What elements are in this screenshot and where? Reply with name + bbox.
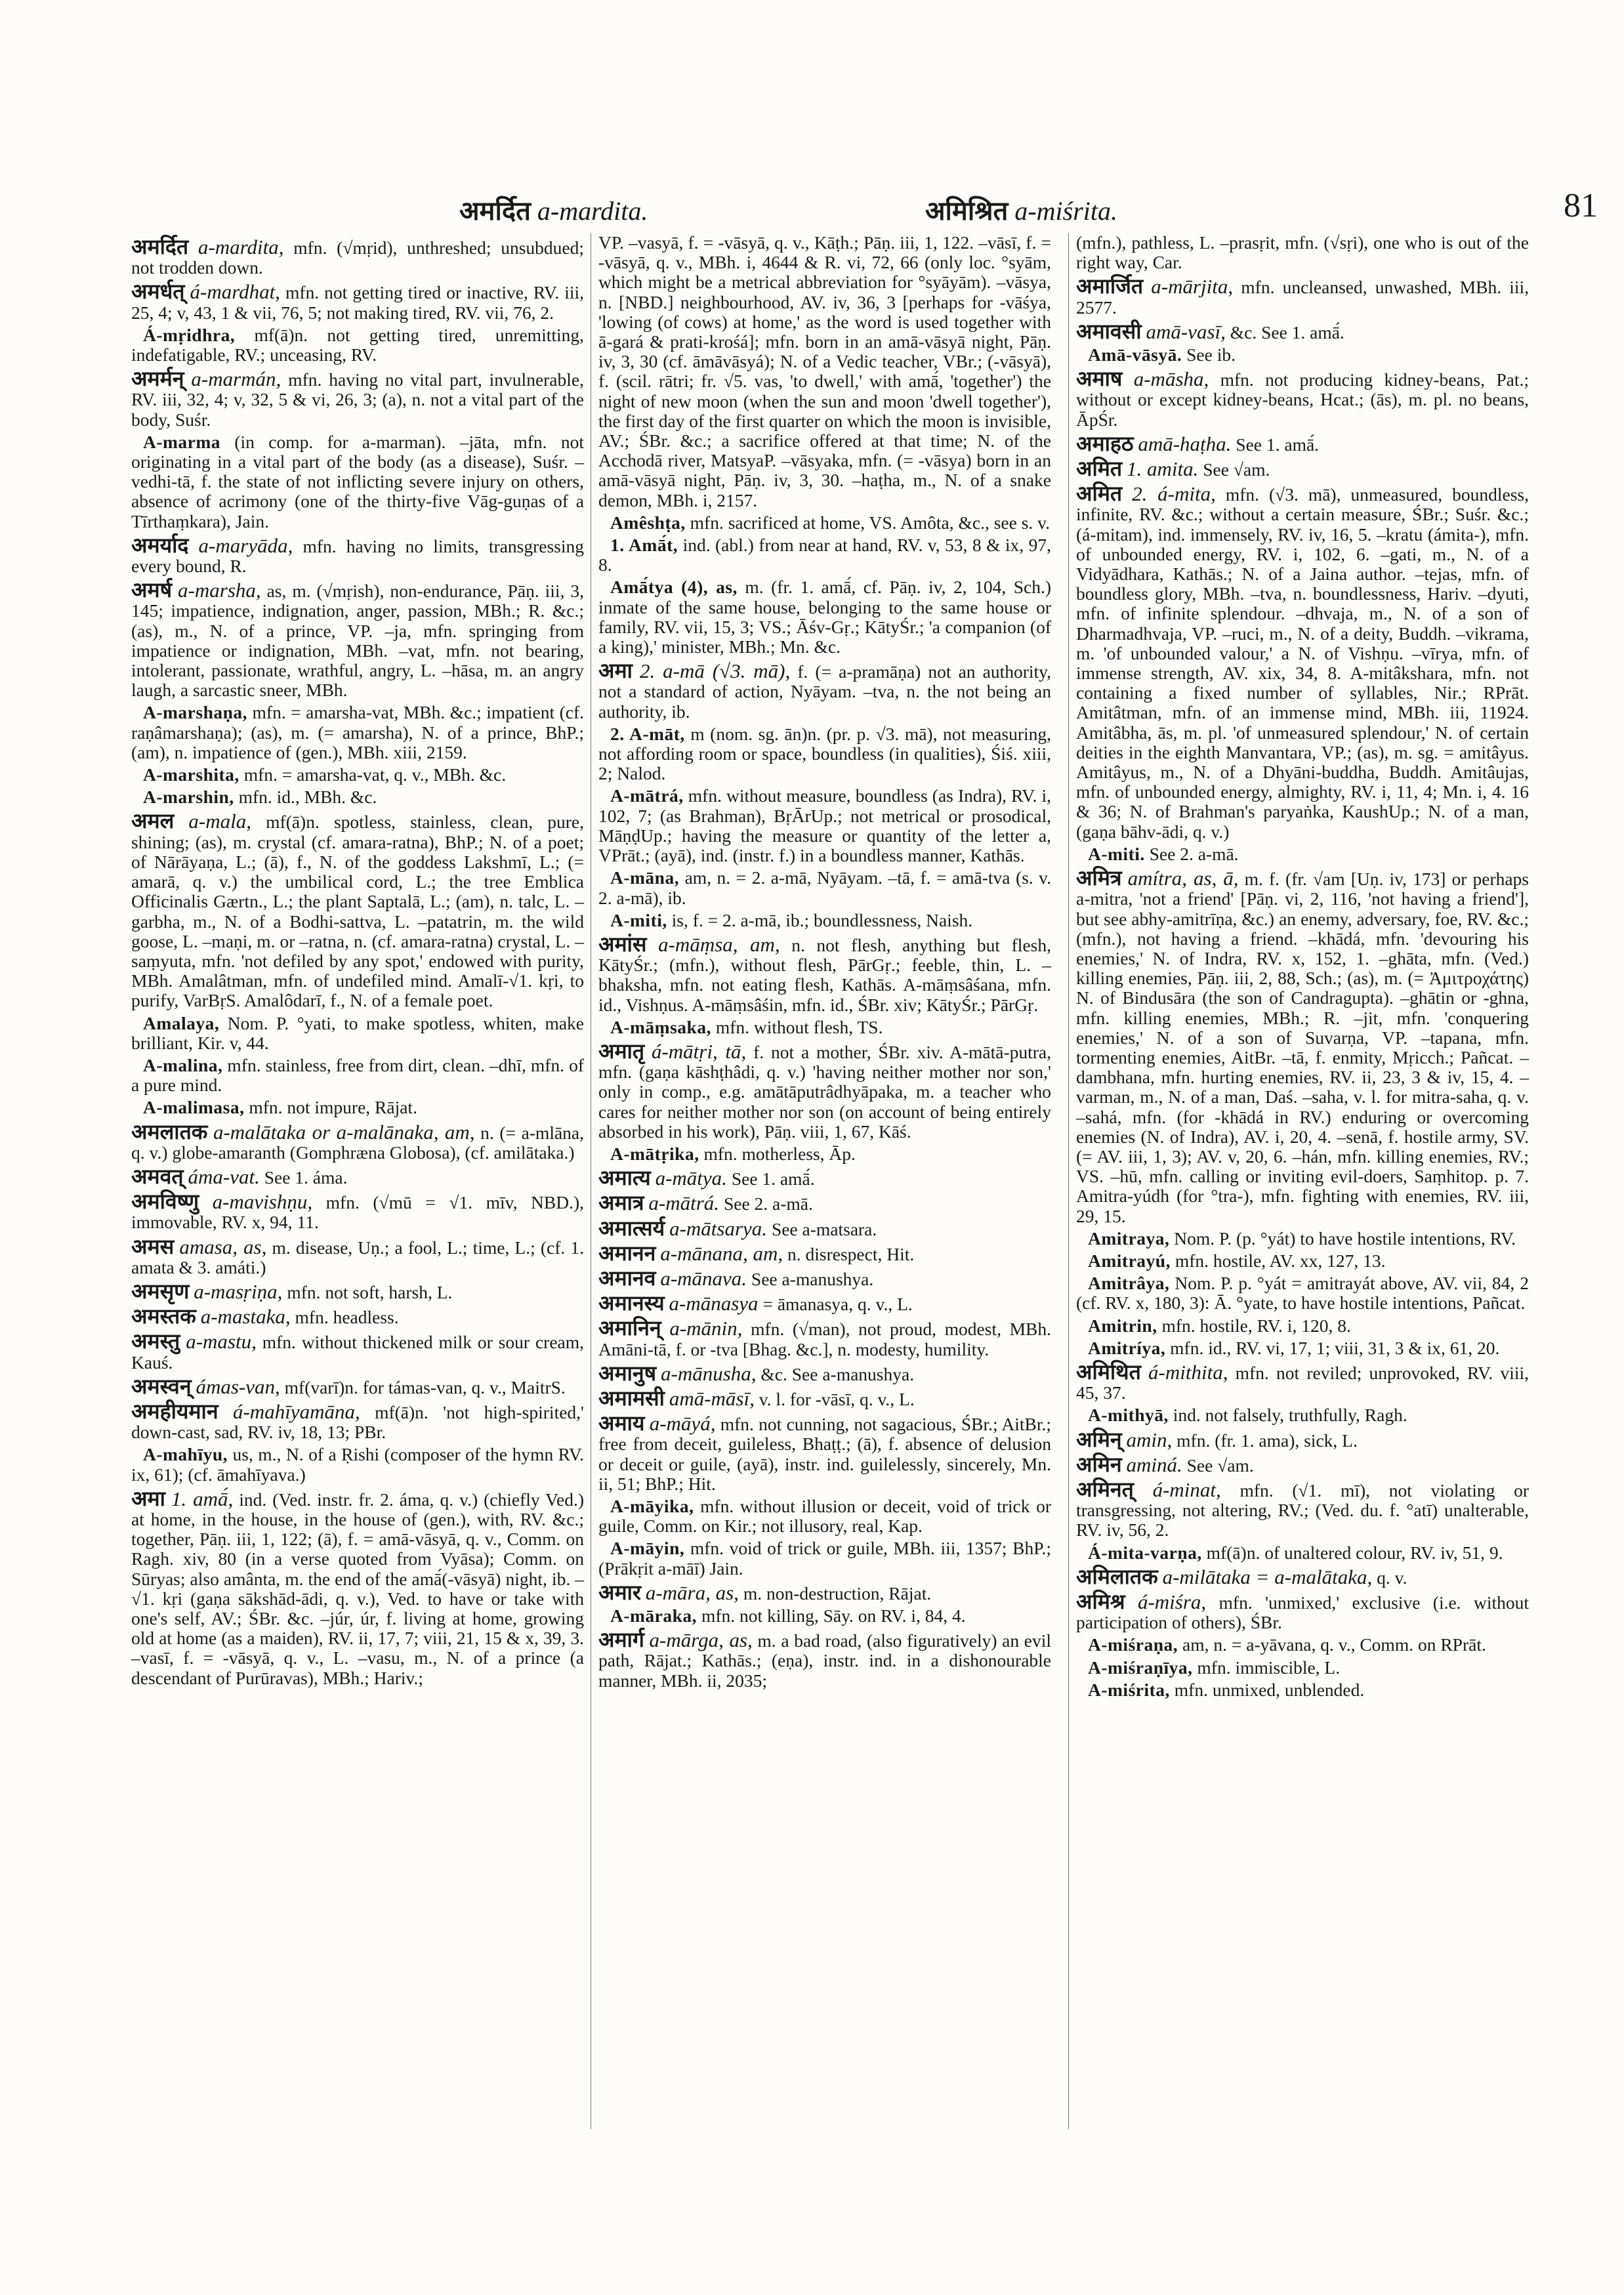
definition-text: mfn. not cunning, not sagacious, ŚBr.; AitBr.; free from deceit, guileless, Bhaṭṭ.; (ā), f. absence of delusion or deceit or guile, (ayā), instr. ind. guilelessly, sincerely, Mn. ii, 51; BhP.; Hit. [598,1414,1052,1494]
dictionary-entry [598,1413,1051,1494]
header-left-guideword [459,192,648,228]
definition-text: mfn. (√3. mā), unmeasured, boundless, infinite, RV. &c.; without a certain measure, ŚBr.; Suśr. &c.; (á-mitam), ind. immensely, RV. iv, 16, 5. –kratu (ámita-), mfn. of unbounded energy, RV. i, 102, 6. –gati, m., N. of a Vidyādhara, Kathās.; N. of a Jaina author. –tejas, mfn. of boundless glory, MBh. –tva, n. boundlessness, Hariv. –dyuti, mfn. of infinite splendour. –dhvaja, m., N. of a son of Dharmadhvaja, VP. –ruci, m., N. of a deity, Buddh. –vikrama, m. 'of unbounded valour,' a N. of Vishṇu. –vīrya, mfn. of immense strength, AV. xix, 34, 8. A-mitâkshara, mfn. not containing a fixed number of syllables, Nir.; RPrāt. Amitâtman, mfn. of an immense mind, MBh. iii, 11924. Amitâbha, ās, m. pl. 'of unmeasured splendour,' N. of certain deities in the eighth Manvantara, VP.; (as), m. sg. = amitâyus. Amitâyus, m., N. of a Dhyāni-buddha, Buddh. Amitâujas, mfn. of unbounded energy, almighty, RV. i, 11, 4; Mn. i, 4. 16 & 36; N. of Brahman's paryaṅka, KaushUp.; N. of a man, (gaṇa bāhv-ādi, q. v.) [1076,484,1530,842]
sub-entry [131,325,584,365]
headword-devanagari: अमानस्य [598,1291,665,1316]
definition-text: mfn. uncleansed, unwashed, MBh. iii, 2577. [1076,277,1530,318]
definition-text: mfn. = amarsha-vat, MBh. &c.; impatient (cf. raṇâmarshaṇa); (as), m. (= amarsha), N. of a prince, BhP.; (am), n. impatience of (gen.), MBh. xiii, 2159. [131,702,584,762]
dictionary-entry [598,1315,1052,1359]
dictionary-entry [598,1265,1051,1291]
sub-entry [1076,1680,1529,1700]
dictionary-entry [598,931,1051,1015]
headword: A-marma [143,431,221,452]
headword: Á-mita-varṇa, [1088,1542,1202,1563]
dictionary-entry [1076,481,1530,842]
headword: A-miśraṇa, [1088,1634,1178,1655]
dictionary-entry [598,1215,1051,1241]
headword-devanagari: अमावसी [1076,318,1142,344]
dictionary-entry [131,281,584,322]
dictionary-entry [1076,865,1530,1226]
definition-text: See 1. amā́. [731,1168,815,1189]
dictionary-entry [131,577,585,701]
headword: a-mānava. [660,1266,747,1290]
headword: a-māṃsa, am, [658,932,780,956]
definition-text: See a-manushya. [751,1268,874,1289]
sub-entry [598,1606,1051,1626]
definition-text: See √am. [1186,1455,1254,1476]
sub-entry [131,703,584,762]
headword-devanagari: अमांस [598,931,647,957]
definition-text: See 1. áma. [264,1167,348,1188]
definition-text: mfn. without flesh, TS. [715,1016,883,1037]
definition-text: See ib. [1186,344,1236,365]
definition-text: f. not a mother, ŚBr. xiv. A-mātā-putra, mfn. (gaṇa kāshṭhâdi, q. v.) 'having neither mother nor son,' only in comp., e.g. amātāputrâdhyāpaka, m. a teacher who cares for neither mother nor son (on account of being entirely absorbed in his work), Pāṇ. viii, 1, 67, Kāś. [598,1041,1051,1142]
headword: Amitrâya, [1088,1273,1170,1294]
dictionary-entry [131,366,584,430]
definition-text: as, m. (√mṛish), non-endurance, Pāṇ. iii, 3, 145; impatience, indignation, anger, passion, MBh.; R. &c.; (as), m., N. of a prince, VP. –ja, mfn. springing from impatience or indignation, MBh. –vat, mfn. not bearing, intolerant, passionate, wrathful, angry, L. –hāsa, m. an angry laugh, a sarcastic sneer, MBh. [131,581,585,701]
definition-text: mfn. (√man), not proud, modest, MBh. Amāni-tā, f. or -tva [Bhag. &c.], n. modesty, humility. [598,1319,1052,1359]
sub-entry [1076,345,1529,365]
definition-text: mfn. not getting tired or inactive, RV. iii, 25, 4; v, 43, 1 & vii, 76, 5; not making tired, RV. vii, 76, 2. [131,282,584,323]
headword-devanagari: अमविष्णु [131,1189,199,1214]
sub-entry [598,513,1051,533]
definition-text: Nom. P. (p. °yát) to have hostile intentions, RV. [1174,1228,1516,1249]
definition-text: n. not flesh, anything but flesh, KātyŚr.; (mfn.), without flesh, PārGṛ.; feeble, thin, L. –bhaksha, mfn. not eating flesh, Kathās. A-māṃsâśana, mfn. id., Vishṇus. A-māṃsâśin, mfn. id., ŚBr. xiv; KātyŚr.; PārGṛ. [598,934,1051,1015]
headword: a-mastu, [186,1330,257,1354]
headword-devanagari: अमित [1076,481,1123,507]
column-1 [131,233,584,1691]
headword-devanagari: अमस्तु [131,1329,180,1354]
headword: a-mavishṇu, [212,1190,313,1214]
headword: amā-māsī, [669,1386,755,1410]
sub-entry [598,911,1051,930]
headword: á-mahīyamāna, [232,1399,360,1423]
definition-text: mfn. immiscible, L. [1197,1657,1341,1678]
definition-text: mfn. (√1. mī), not violating or transgressing, not altering, RV.; (Ved. du. f. °atī) unalterable, RV. iv, 56, 2. [1076,1479,1529,1540]
dictionary-entry [131,1485,584,1688]
headword: a-māyá, [649,1412,716,1436]
dictionary-entry [131,1278,584,1304]
headword-devanagari: अमर्याद [131,532,189,558]
header-right-deva: अमिश्रित [925,196,1009,226]
definition-text: mfn. hostile, AV. xx, 127, 13. [1175,1250,1386,1271]
definition-text: mf(varī)n. for támas-van, q. v., MaitrS. [284,1376,566,1397]
headword: Amitrin, [1088,1315,1157,1336]
headword: A-māṃsaka, [610,1016,711,1037]
entry-continuation [1076,233,1529,272]
headword: ámas-van, [196,1375,280,1398]
headword: Amā́tya (4), as, [610,577,738,598]
headword-devanagari: अमानुष [598,1360,657,1386]
definition-text: mfn. id., MBh. &c. [238,787,377,808]
sub-entry [1076,1273,1529,1313]
definition-text: mfn. 'unmixed,' exclusive (i.e. without participation of others), ŚBr. [1076,1592,1529,1633]
headword: Á-mṛidhra, [143,324,236,345]
headword: amā-haṭha. [1138,432,1232,455]
headword: A-mahīyu, [143,1444,228,1465]
dictionary-entry [1076,318,1529,344]
dictionary-entry [1076,1451,1529,1477]
definition-text: mfn. not soft, harsh, L. [287,1281,453,1302]
headword: á-minat, [1152,1478,1221,1501]
headword-devanagari: अमातृ [598,1038,645,1064]
dictionary-entry [1076,430,1529,456]
dictionary-entry [1076,1589,1529,1633]
sub-entry [598,1144,1051,1164]
headword: Amitrayú, [1088,1250,1171,1271]
headword: A-marshita, [143,764,239,785]
headword: a-maryāda, [198,533,293,557]
headword-devanagari: अमिन् [1076,1426,1122,1452]
definition-text: mfn. not impure, Rājat. [249,1097,417,1118]
headword-devanagari: अमार्ग [598,1627,644,1653]
definition-text: mf(ā)n. 'not high-spirited,' down-cast, sad, RV. iv, 18, 13; PBr. [131,1401,584,1443]
sub-entry [1076,844,1529,864]
definition-text: Nom. P. °yati, to make spotless, whiten, make brilliant, Kir. v, 44. [131,1012,585,1053]
headword-devanagari: अमा [598,658,633,684]
headword: A-mātrá, [610,785,684,806]
dictionary-entry [131,1331,584,1372]
definition-text: mfn. without measure, boundless (as Indra), RV. i, 102, 7; (as Brahman), BṛĀrUp.; not metrical or prosodical, MāṇḍUp.; having the measure or quantity of the letter a, VPrāt.; (ayā), ind. (instr. f.) in a boundless manner, Kathās. [598,785,1052,866]
page-number: 81 [1564,187,1598,224]
definition-text: See a-matsara. [771,1218,877,1239]
definition-text: mf(ā)n. of unaltered colour, RV. iv, 51, 9. [1206,1542,1503,1563]
definition-text: mfn. (√mū = √1. mīv, NBD.), immovable, RV. x, 94, 11. [131,1192,585,1233]
sub-entry [131,1445,584,1484]
headword: A-mātṛika, [610,1143,699,1164]
dictionary-entry [131,1233,585,1277]
headword: A-miśraṇīya, [1088,1657,1193,1678]
header-right-roman: a-miśrita. [1014,196,1118,226]
headword-devanagari: अमिलातक [1076,1563,1158,1589]
sub-entry [598,786,1051,865]
sub-entry [131,787,584,807]
definition-text: mfn. hostile, RV. i, 120, 8. [1161,1315,1351,1336]
headword: á-mithita, [1148,1360,1228,1384]
headword: a-mārga, as, [649,1628,753,1652]
sub-entry [598,1018,1051,1037]
dictionary-entry [131,1119,584,1163]
headword-devanagari: अमलातक [131,1119,208,1144]
entry-continuation [598,233,1051,510]
sub-entry [131,1098,584,1117]
definition-text: mf(ā)n. spotless, stainless, clean, pure, shining; (as), m. crystal (cf. amara-ratna), BhP.; N. of a poet; of Nārāyaṇa, L.; (ā), f., N. of the goddess Lakshmī, L.; (= amarā, q. v.) the umbilical cord, L.; the tree Emblica Officinalis Gærtn., L.; the plant Saptalā, L.; (am), n. talc, L. –garbha, m., N. of a Bodhi-sattva, L. –patatrin, m. the wild goose, L. –maṇi, m. or –ratna, n. (cf. amara-ratna) crystal, L. –saṃyuta, mfn. 'not defiled by any spot,' endowed with purity, MBh. Amalâtman, mfn. of undefiled mind. Amalī-√1. kṛi, to purify, VarBṛS. Amalôdarī, f., N. of a female poet. [131,812,585,1011]
headword: a-mātrá. [648,1191,720,1215]
headword-devanagari: अमवत् [131,1163,184,1189]
definition-text: q. v. [1377,1567,1407,1588]
sub-entry [598,1539,1051,1578]
headword: a-mātya. [655,1167,727,1190]
headword: Amalaya, [143,1012,220,1033]
headword: Amitríya, [1088,1337,1166,1358]
definition-text: See 2. a-mā. [723,1193,813,1214]
headword: 1. Amā́t, [610,535,678,556]
dictionary-entry [598,1190,1051,1216]
headword-devanagari: अमित [1076,456,1123,482]
headword: a-mardita, [198,236,284,258]
headword: amin, [1126,1428,1173,1451]
headword: A-miti. [1088,843,1145,864]
definition-text: mfn. without illusion or deceit, void of trick or guile, Comm. on Kir.; not illusory, real, Kap. [598,1495,1052,1537]
definition-text: m. (fr. 1. amā́, cf. Pāṇ. iv, 2, 104, Sch.) inmate of the same house, belonging to the same house or family, RV. vii, 15, 3; VS.; Āśv-Gṛ.; KātyŚr.; 'a companion (of a king),' minister, MBh.; Mn. &c. [598,577,1051,657]
sub-entry [131,432,584,531]
headword: A-mithyā, [1088,1405,1169,1426]
sub-entry [131,1056,584,1095]
dictionary-entry [1076,276,1529,317]
headword-devanagari: अमाष [1076,366,1123,392]
headword: 1. amita. [1127,457,1199,481]
dictionary-entry [131,808,585,1011]
definition-text: = āmanasya, q. v., L. [762,1294,913,1315]
headword: 1. amā́, [171,1487,234,1510]
headword: A-miti, [610,909,667,930]
headword: a-mānasya [669,1292,759,1315]
definition-text: mfn. not reviled; unprovoked, RV. viii, 45, 37. [1076,1362,1530,1403]
dictionary-entry [131,532,585,577]
headword-devanagari: अमा [131,1485,165,1511]
headword-devanagari: अमात्र [598,1190,644,1216]
headword-devanagari: अमर्धत् [131,279,185,304]
dictionary-entry [1076,366,1530,430]
sub-entry [1076,1405,1529,1425]
dictionary-entry [598,658,1051,722]
definition-text: is, f. = 2. a-mā, ib.; boundlessness, Naish. [671,909,973,930]
sub-entry [131,1014,584,1053]
headword-devanagari: अमार [598,1579,641,1605]
headword-devanagari: अमिश्र [1076,1589,1125,1614]
definition-text: ind. (Ved. instr. fr. 2. áma, q. v.) (chiefly Ved.) at home, in the house, in the house of (gen.), with, RV. &c.; together, Pāṇ. iii, 1, 122; (ā), f. = amā-vāsyā, q. v., Comm. on Ragh. xiv, 80 (in a verse quoted from Vyāsa); Comm. on Sūryas; also amânta, m. the end of the amā́(-vāsyā) night, ib. –√1. kṛi (gaṇa sākshād-ādi, q. v.), Ved. to have or take with one's self, AV.; ŚBr. &c. –júr, úr, f. living at home, growing old at home (as a maiden), RV. ii, 17, 7; viii, 21, 15 & x, 39, 3. –vasī, f. = -vāsyā, q. v., L. –vasu, m., N. of a prince (a descendant of Purūravas), MBh.; Hariv.; [131,1489,584,1688]
definition-text: See √am. [1203,459,1270,480]
dictionary-entry [1076,1476,1529,1540]
definition-text: See 2. a-mā. [1149,843,1239,864]
definition-text: mfn. (fr. 1. ama), sick, L. [1176,1430,1358,1451]
definition-text: mf(ā)n. not getting tired, unremitting, indefatigable, RV.; unceasing, RV. [131,324,585,365]
headword-devanagari: अमाय [598,1411,645,1436]
headword: a-malātaka or a-malānaka, am, [213,1120,475,1144]
definition-text: v. l. for -vāsī, q. v., L. [759,1388,915,1409]
headword: á-miśra, [1137,1590,1207,1613]
headword: a-marmán, [191,367,281,391]
dictionary-entry [598,1385,1051,1411]
definition-text: m. disease, Uṇ.; a fool, L.; time, L.; (cf. 1. amata & 3. amáti.) [131,1237,585,1277]
dictionary-entry [598,1240,1051,1266]
definition-text: n. (= a-mlāna, q. v.) globe-amaranth (Gomphræna Globosa), (cf. amilātaka.) [131,1122,584,1163]
header-left-deva: अमर्दित [459,196,531,226]
dictionary-entry [131,1373,584,1399]
sub-entry [1076,1338,1529,1358]
definition-text: m. non-destruction, Rājat. [743,1582,932,1603]
definition-text: am, n. = 2. a-mā, Nyāyam. –tā, f. = amā-tva (s. v. 2. a-mā), ib. [598,867,1052,908]
headword: a-mastaka, [200,1305,291,1329]
running-header [131,187,1598,226]
headword: 2. A-māt, [610,723,685,744]
definition-text: n. disrespect, Hit. [787,1243,915,1264]
sub-entry [1076,1229,1529,1249]
headword: a-milātaka = a-malātaka, [1162,1565,1373,1588]
headword: áma-vat. [188,1165,260,1188]
dictionary-entry [598,1293,1051,1314]
headword: a-mānusha, [661,1361,757,1385]
definition-text: mfn. void of trick or guile, MBh. iii, 1357; BhP.; (Prākṛit a-māī) Jain. [598,1538,1051,1579]
dictionary-entry [598,1038,1051,1142]
dictionary-entry [1076,1426,1529,1452]
headword: A-malimasa, [143,1097,245,1118]
headword: A-marshaṇa, [143,702,248,723]
headword-devanagari: अमिथित [1076,1359,1141,1384]
headword: A-marshin, [143,787,234,808]
definition-text: ind. not falsely, truthfully, Ragh. [1173,1405,1407,1426]
dictionary-entry [1076,1563,1529,1589]
dictionary-entry [1076,1359,1530,1403]
headword-devanagari: अमस्वन् [131,1373,192,1399]
headword: A-māraka, [610,1605,697,1626]
definition-text: mfn. (√mṛid), unthreshed; unsubdued; not trodden down. [131,238,585,278]
headword: a-masṛiṇa, [194,1279,283,1303]
sub-entry [131,765,584,785]
sub-entry [1076,1316,1529,1336]
sub-entry [598,724,1051,784]
headword-devanagari: अमर्ष [131,577,173,603]
headword: 2. a-mā (√3. mā), [639,659,791,683]
definition-text: ind. (abl.) from near at hand, RV. v, 53, 8 & ix, 97, 8. [598,535,1051,575]
sub-entry [1076,1658,1529,1678]
headword-devanagari: अमल [131,808,175,834]
headword-devanagari: अमहीयमान [131,1398,219,1424]
headword: aminá. [1126,1453,1182,1476]
headword-devanagari: अमर्मन् [131,366,184,392]
definition-text: mfn. sacrificed at home, VS. Amôta, &c., see s. v. [690,512,1050,533]
definition-text: m. f. (fr. √am [Uṇ. iv, 173] or perhaps a-mitra, 'not a friend' [Pāṇ. vi, 2, 116, 'not having a friend'], but see abhy-amitrīṇa, &c.) an enemy, adversary, foe, RV. &c.; (mfn.), not having a friend. –khādá, mfn. 'devouring his enemies,' N. of Indra, RV. x, 152, 1. –ghāta, mfn. (Ved.) killing enemies, Pāṇ. iii, 2, 88, Sch.; (as), m. (= Ἀμιτροχάτης) N. of Bindusāra (the son of Candragupta). –ghātin or -ghna, mfn. killing enemies, MBh.; R. –jit, mfn. 'conquering enemies,' N. of a son of Suvarṇa, VP. –tapana, mfn. tormenting enemies, AitBr. –tā, f. enmity, Mṛicch.; Pañcat. –dambhana, mfn. hurting enemies, RV. ii, 23, 3 & iv, 15, 4. –varman, m., N. of a man, Daś. –saha, v. l. for mitra-saha, q. v. –sahá, mfn. (for -khādá in RV.) enduring or overcoming enemies (N. of Indra), AV. i, 20, 4. –senā, f. hostile army, SV. (= AV. iii, 1, 3); AV. v, 20, 6. –hán, mfn. killing enemies, RV.; VS. –hū, mfn. calling or inviting evil-doers, Saṃhitop. p. 7. Amitra-yúdh (for °tra-), mfn. fighting with enemies, RV. iii, 29, 15. [1076,869,1530,1226]
headword-devanagari: अमिन [1076,1451,1122,1477]
headword: amasa, as, [179,1235,267,1258]
sub-entry [598,1497,1051,1536]
definition-text: (mfn.), pathless, L. –prasṛit, mfn. (√sṛi), one who is out of the right way, Car. [1076,232,1529,273]
column-3 [1076,233,1529,1703]
dictionary-entry [1076,456,1529,482]
definition-text: mfn. not producing kidney-beans, Pat.; without or except kidney-beans, Hcat.; (ās), m. pl. no beans, ĀpŚr. [1076,369,1530,430]
headword: A-māyika, [610,1495,694,1516]
headword-devanagari: अमर्दित [131,234,189,259]
definition-text: mfn. headless. [295,1307,399,1328]
definition-text: See 1. amā́. [1236,434,1320,455]
headword-devanagari: अमित्र [1076,865,1122,891]
headword: amā-vasī, [1146,320,1226,343]
column-2 [598,233,1051,1693]
definition-text: mfn. not killing, Sāy. on RV. i, 84, 4. [701,1605,966,1626]
definition-text: mfn. id., RV. vi, 17, 1; viii, 31, 3 & ix, 61, 20. [1170,1337,1500,1358]
dictionary-entry [131,234,585,278]
headword: á-mardhat, [190,280,281,304]
sub-entry [1076,1251,1529,1271]
headword: a-mānana, am, [660,1241,783,1265]
headword-devanagari: अमस [131,1233,175,1259]
dictionary-entry [131,1306,584,1327]
headword: Amitraya, [1088,1228,1170,1249]
headword-devanagari: अमार्जित [1076,274,1144,299]
headword-devanagari: अमाहठ [1076,430,1134,456]
headword-devanagari: अमानन [598,1240,656,1266]
headword: a-mārjita, [1151,275,1234,299]
definition-text: mfn. unmixed, unblended. [1174,1679,1365,1700]
definition-text: m. a bad road, (also figuratively) an evil path, Rājat.; Kathās.; (eṇa), instr. ind. in a dishonourable manner, MBh. ii, 2035; [598,1630,1051,1691]
headword-devanagari: अमानिन् [598,1315,661,1341]
headword: a-mala, [188,810,251,833]
headword-devanagari: अमस्तक [131,1304,196,1329]
sub-entry [598,577,1051,657]
sub-entry [1076,1543,1529,1563]
definition-text: VP. –vasyā, f. = -vāsyā, q. v., Kāṭh.; Pāṇ. iii, 1, 122. –vāsī, f. = -vāsyā, q. v., MBh. i, 4644 & R. vi, 72, 66 (only loc. °syām, which might be a metrical abbreviation for °syāyām). –vāsya, n. [NBD.] neighbourhood, AV. iv, 36, 3 [perhaps for -vāśya, 'lowing (of cows) at home,' as the word is used together with ā-gará & prati-krośá]; mfn. born in an amā-vāsyā night, Pāṇ. iv, 3, 30 (cf. āmāvāsyá); N. of a Vedic teacher, VBr.; (-vāsyā), f. (scil. rātri; fr. √5. vas, 'to dwell,' with amā́, 'together') the night of new moon (when the sun and moon 'dwell together'), the first day of the first quarter on which the moon is invisible, AV.; ŚBr. &c.; a sacrifice offered at that time; N. of the Acchodā river, MatsyaP. –vāsyaka, mfn. (= -vāsya) born in an amā-vāsyā night, Pāṇ. iv, 3, 30. –haṭha, m., N. of a snake demon, MBh. i, 2157. [598,232,1051,510]
headword: a-mānin, [669,1317,743,1340]
dictionary-entry [598,1165,1051,1191]
headword: a-māra, as, [645,1581,739,1604]
definition-text: &c. See a-manushya. [760,1363,915,1384]
headword: á-mātṛi, tā, [651,1039,747,1063]
dictionary-entry [131,1398,584,1443]
definition-text: f. (= a-pramāṇa) not an authority, not a standard of action, Nyāyam. –tva, n. the not being an authority, ib. [598,661,1051,722]
definition-text: mfn. having no vital part, invulnerable, RV. iii, 32, 4; v, 32, 5 & vi, 26, 3; (a), n. not a vital part of the body, Suśr. [131,369,584,430]
column-rule [1068,233,1069,2129]
definition-text: us, m., N. of a Ṛishi (composer of the hymn RV. ix, 61); (cf. āmahīyava.) [131,1444,585,1485]
headword: amítra, as, ā, [1127,867,1239,890]
dictionary-entry [598,1627,1051,1691]
definition-text: mfn. stainless, free from dirt, clean. –dhī, mfn. of a pure mind. [131,1054,584,1096]
definition-text: &c. See 1. amā́. [1230,321,1344,342]
headword-devanagari: अमानव [598,1265,656,1291]
headword: A-māna, [610,867,680,888]
headword: Amêshṭa, [610,512,686,533]
definition-text: mfn. = amarsha-vat, q. v., MBh. &c. [243,764,507,785]
headword: 2. á-mita, [1132,482,1216,506]
definition-text: am, n. = a-yāvana, q. v., Comm. on RPrāt. [1182,1634,1486,1655]
dictionary-entry [598,1579,1051,1605]
headword: A-malina, [143,1054,223,1075]
headword: a-mātsarya. [669,1216,768,1240]
headword-devanagari: अमिनत् [1076,1476,1134,1502]
definition-text: Nom. P. p. °yát = amitrayát above, AV. vii, 84, 2 (cf. RV. x, 180, 3): Ā. °yate, to have hostile intentions, Pañcat. [1076,1273,1529,1313]
headword: a-māsha, [1133,367,1209,391]
headword-devanagari: अमात्सर्य [598,1215,665,1241]
sub-entry [598,535,1051,575]
dictionary-entry [598,1360,1051,1386]
definition-text: mfn. having no limits, transgressing every bound, R. [131,535,585,577]
headword: a-marsha, [178,579,261,602]
definition-text: mfn. motherless, Āp. [703,1143,856,1164]
definition-text: (in comp. for a-marman). –jāta, mfn. not originating in a vital part of the body (as a disease), Suśr. –vedhi-tā, f. the state of not inflicting severe injury on others, absence of acrimony (one of the thirty-five Vāg-guṇas of a Tīrthaṃkara), Jain. [131,431,585,531]
header-left-roman: a-mardita. [537,196,648,226]
sub-entry [598,868,1051,907]
definition-text: mfn. without thickened milk or sour cream, Kauś. [131,1332,584,1373]
dictionary-entry [131,1163,584,1189]
dictionary-entry [131,1191,584,1232]
headword: Amā-vāsyā. [1088,344,1182,365]
headword: A-miśrita, [1088,1679,1170,1700]
headword-devanagari: अमात्य [598,1165,651,1191]
headword-devanagari: अमामसी [598,1385,665,1411]
sub-entry [1076,1635,1529,1655]
header-right-guideword [925,192,1117,228]
headword-devanagari: अमसृण [131,1278,190,1304]
headword: A-māyin, [610,1538,685,1559]
definition-text: m (nom. sg. ān)n. (pr. p. √3. mā), not measuring, not affording room or space, boundless (in qualities), Śiś. xiii, 2; Nalod. [598,723,1051,784]
